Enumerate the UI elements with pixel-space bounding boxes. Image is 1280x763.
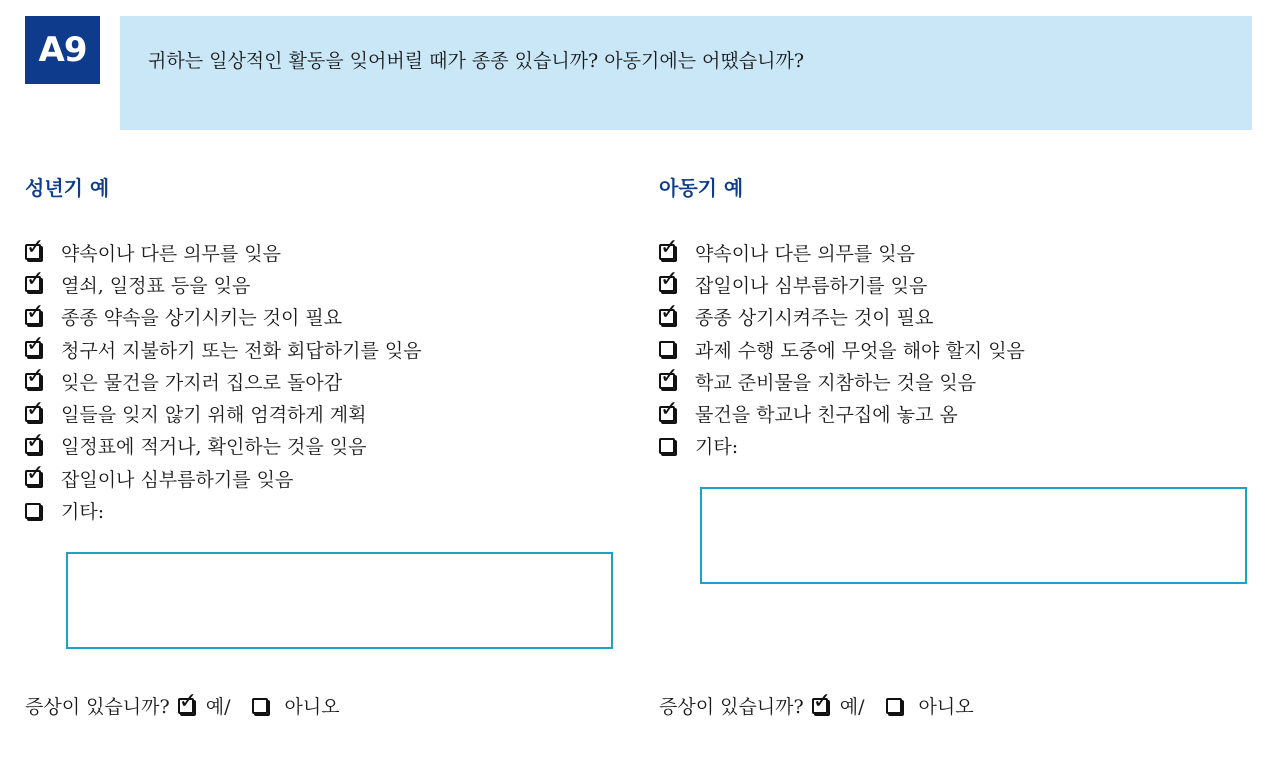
adult-item-label: 잡일이나 심부름하기를 잊음: [61, 468, 294, 491]
adult-item-checkbox[interactable]: [25, 364, 45, 390]
adult-item-label: 열쇠, 일정표 등을 잊음: [61, 274, 251, 297]
adult-item-checkbox[interactable]: [25, 396, 45, 422]
child-checklist-item: [659, 268, 1025, 300]
adult-item-checkbox[interactable]: [25, 299, 45, 325]
adult-checklist-item: [25, 365, 422, 397]
adult-checklist-item: [25, 397, 422, 429]
adult-item-label: 약속이나 다른 의무를 잊음: [61, 242, 282, 265]
checkmark-icon: ✓: [660, 235, 679, 261]
child-item-label: 학교 준비물을 지참하는 것을 잊음: [695, 371, 977, 394]
child-checklist-item: [659, 365, 1025, 397]
adult-item-label: 일정표에 적거나, 확인하는 것을 잊음: [61, 436, 367, 459]
adult-item-label: 기타:: [61, 501, 105, 524]
adult-checklist-item: [25, 236, 422, 268]
adult-item-checkbox[interactable]: [25, 428, 45, 454]
child-symptom-row: [659, 688, 974, 719]
child-item-checkbox[interactable]: [659, 235, 679, 261]
child-item-label: 기타:: [695, 436, 739, 459]
child-checklist-item: [659, 430, 1025, 462]
adult-item-checkbox[interactable]: [25, 461, 45, 487]
adult-checklist-item: [25, 333, 422, 365]
child-item-label: 잡일이나 심부름하기를 잊음: [695, 274, 928, 297]
checkmark-icon: ✓: [26, 396, 45, 422]
child-item-label: 물건을 학교나 친구집에 놓고 옴: [695, 404, 958, 427]
child-item-checkbox[interactable]: [659, 299, 679, 325]
checkmark-icon: ✓: [26, 299, 45, 325]
child-item-checkbox[interactable]: [659, 438, 675, 454]
checkmark-icon: ✓: [26, 267, 45, 293]
child-checklist-item: [659, 236, 1025, 268]
child-symptom-question: 증상이 있습니까?: [659, 696, 804, 718]
child-item-checkbox[interactable]: [659, 341, 675, 357]
adult-symptom-yes-label: 예/: [205, 696, 231, 718]
adult-section-title: 성년기 예: [25, 176, 110, 200]
child-symptom-no-label: 아니오: [918, 696, 974, 718]
adult-checklist-item: [25, 268, 422, 300]
adult-symptom-no-label: 아니오: [284, 696, 340, 718]
child-symptom-yes-label: 예/: [839, 696, 865, 718]
checkmark-icon: ✓: [660, 299, 679, 325]
checkmark-icon: ✓: [660, 267, 679, 293]
adult-item-checkbox[interactable]: [25, 267, 45, 293]
child-item-label: 약속이나 다른 의무를 잊음: [695, 242, 916, 265]
adult-symptom-no-checkbox[interactable]: [252, 698, 268, 714]
adult-item-checkbox[interactable]: [25, 235, 45, 261]
adult-item-label: 종종 약속을 상기시키는 것이 필요: [61, 307, 343, 330]
child-checklist-item: [659, 301, 1025, 333]
adult-item-checkbox[interactable]: [25, 503, 41, 519]
adult-symptom-question: 증상이 있습니까?: [25, 696, 170, 718]
child-other-input[interactable]: [700, 487, 1247, 584]
checkmark-icon: ✓: [26, 461, 45, 487]
checkmark-icon: ✓: [660, 396, 679, 422]
child-item-checkbox[interactable]: [659, 396, 679, 422]
question-code-badge: A9: [25, 16, 100, 84]
child-item-checkbox[interactable]: [659, 364, 679, 390]
question-text: 귀하는 일상적인 활동을 잊어버릴 때가 종종 있습니까? 아동기에는 어땠습니까?: [148, 50, 805, 72]
child-section-title: 아동기 예: [659, 176, 744, 200]
adult-other-input[interactable]: [66, 552, 613, 649]
child-checklist-item: [659, 333, 1025, 365]
checkmark-icon: ✓: [26, 428, 45, 454]
adult-item-label: 일들을 잊지 않기 위해 엄격하게 계획: [61, 404, 367, 427]
adult-symptom-yes-checkbox[interactable]: ✓: [178, 688, 198, 714]
child-checklist: [659, 236, 1025, 462]
checkmark-icon: ✓: [660, 364, 679, 390]
adult-checklist-item: [25, 462, 422, 494]
checkmark-icon: ✓: [26, 235, 45, 261]
adult-checklist-item: [25, 494, 422, 526]
child-item-label: 종종 상기시켜주는 것이 필요: [695, 307, 934, 330]
child-symptom-no-checkbox[interactable]: [886, 698, 902, 714]
adult-symptom-row: [25, 688, 340, 719]
question-box: [120, 16, 1252, 130]
adult-item-label: 잊은 물건을 가지러 집으로 돌아감: [61, 371, 343, 394]
adult-checklist-item: [25, 301, 422, 333]
checkmark-icon: ✓: [26, 332, 45, 358]
child-item-label: 과제 수행 도중에 무엇을 해야 할지 잊음: [695, 339, 1025, 362]
adult-item-label: 청구서 지불하기 또는 전화 회답하기를 잊음: [61, 339, 422, 362]
adult-item-checkbox[interactable]: [25, 332, 45, 358]
adult-checklist-item: [25, 430, 422, 462]
child-checklist-item: [659, 397, 1025, 429]
checkmark-icon: ✓: [26, 364, 45, 390]
adult-checklist: [25, 236, 422, 527]
child-symptom-yes-checkbox[interactable]: ✓: [812, 688, 832, 714]
child-item-checkbox[interactable]: [659, 267, 679, 293]
